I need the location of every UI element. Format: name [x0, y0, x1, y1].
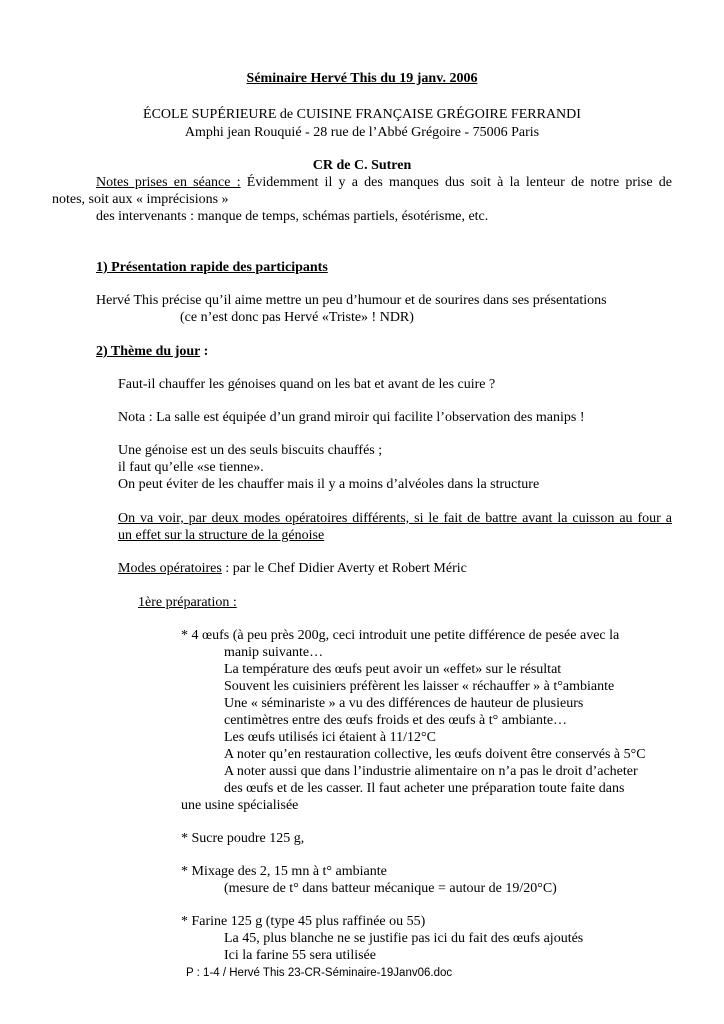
report-author: CR de C. Sutren [312, 158, 412, 173]
page-footer: P : 1-4 / Hervé This 23-CR-Séminaire-19Janv06.doc [186, 967, 453, 979]
section-2-heading [96, 343, 208, 360]
nota-text: Nota : La salle est équipée d’un grand miroir qui facilite l’observation des manips ! [118, 410, 585, 425]
document-title: Séminaire Hervé This du 19 janv. 2006 [246, 71, 478, 86]
section-2-heading-colon: : [200, 344, 209, 359]
section-2-heading-label: 2) Thème du jour [96, 344, 201, 359]
notes-line-2: notes, soit aux « imprécisions » [52, 192, 229, 207]
eggs-note: manip suivante… [224, 645, 324, 660]
section-1-text-2: (ce n’est donc pas Hervé «Triste» ! NDR) [180, 310, 414, 325]
eggs-note: A noter qu’en restauration collective, les œufs doivent être conservés à 5°C [224, 747, 646, 762]
eggs-note: Souvent les cuisiniers préfèrent les laisser « réchauffer » à t°ambiante [224, 679, 615, 694]
flour-note: Ici la farine 55 sera utilisée [224, 948, 376, 963]
notes-line-3: des intervenants : manque de temps, schémas partiels, ésotérisme, etc. [96, 209, 489, 224]
eggs-note: centimètres entre des œufs froids et des œufs à t° ambiante… [224, 713, 568, 728]
eggs-note: des œufs et de les casser. Il faut acheter une préparation toute faite dans [224, 781, 625, 796]
mixing-step: * Mixage des 2, 15 mn à t° ambiante [181, 864, 387, 879]
school-name: ÉCOLE SUPÉRIEURE de CUISINE FRANÇAISE GRÉGOIRE FERRANDI [143, 107, 581, 122]
question-text: Faut-il chauffer les génoises quand on les bat et avant de les cuire ? [118, 377, 496, 392]
objective-text-2: un effet sur la structure de la génoise [118, 528, 325, 543]
genoise-text-3: On peut éviter de les chauffer mais il y a moins d’alvéoles dans la structure [118, 477, 540, 492]
eggs-note: Une « séminariste » a vu des différences de hauteur de plusieurs [224, 696, 584, 711]
eggs-note: La température des œufs peut avoir un «effet» sur le résultat [224, 662, 562, 677]
ingredient-sugar: * Sucre poudre 125 g, [181, 831, 305, 846]
flour-note: La 45, plus blanche ne se justifie pas ici du fait des œufs ajoutés [224, 931, 584, 946]
eggs-note: A noter aussi que dans l’industrie alimentaire on n’a pas le droit d’acheter [224, 764, 638, 779]
section-1-text-1: Hervé This précise qu’il aime mettre un peu d’humour et de sourires dans ses présentations [96, 293, 607, 308]
ingredient-flour: * Farine 125 g (type 45 plus raffinée ou 55) [181, 914, 426, 929]
modes-line [118, 560, 467, 577]
notes-text: Évidemment il y a des manques dus soit à la lenteur de notre prise de [240, 175, 673, 190]
modes-label: Modes opératoires [118, 561, 222, 576]
section-1-heading: 1) Présentation rapide des participants [96, 260, 328, 275]
modes-text: : par le Chef Didier Averty et Robert Méric [221, 561, 467, 576]
eggs-note: Les œufs utilisés ici étaient à 11/12°C [224, 730, 436, 745]
eggs-note-end: une usine spécialisée [181, 798, 299, 813]
objective-text-1: On va voir, par deux modes opératoires différents, si le fait de battre avant la cuisson au four a [118, 511, 672, 526]
school-address: Amphi jean Rouquié - 28 rue de l’Abbé Grégoire - 75006 Paris [184, 125, 540, 140]
mixing-note: (mesure de t° dans batteur mécanique = autour de 19/20°C) [224, 881, 557, 896]
preparation-label: 1ère préparation : [138, 595, 237, 610]
genoise-text-2: il faut qu’elle «se tienne». [118, 460, 264, 475]
genoise-text-1: Une génoise est un des seuls biscuits chauffés ; [118, 443, 383, 458]
notes-label: Notes prises en séance : [96, 175, 241, 190]
ingredient-eggs: * 4 œufs (à peu près 200g, ceci introduit une petite différence de pesée avec la [181, 628, 620, 643]
notes-line-1 [96, 174, 672, 191]
